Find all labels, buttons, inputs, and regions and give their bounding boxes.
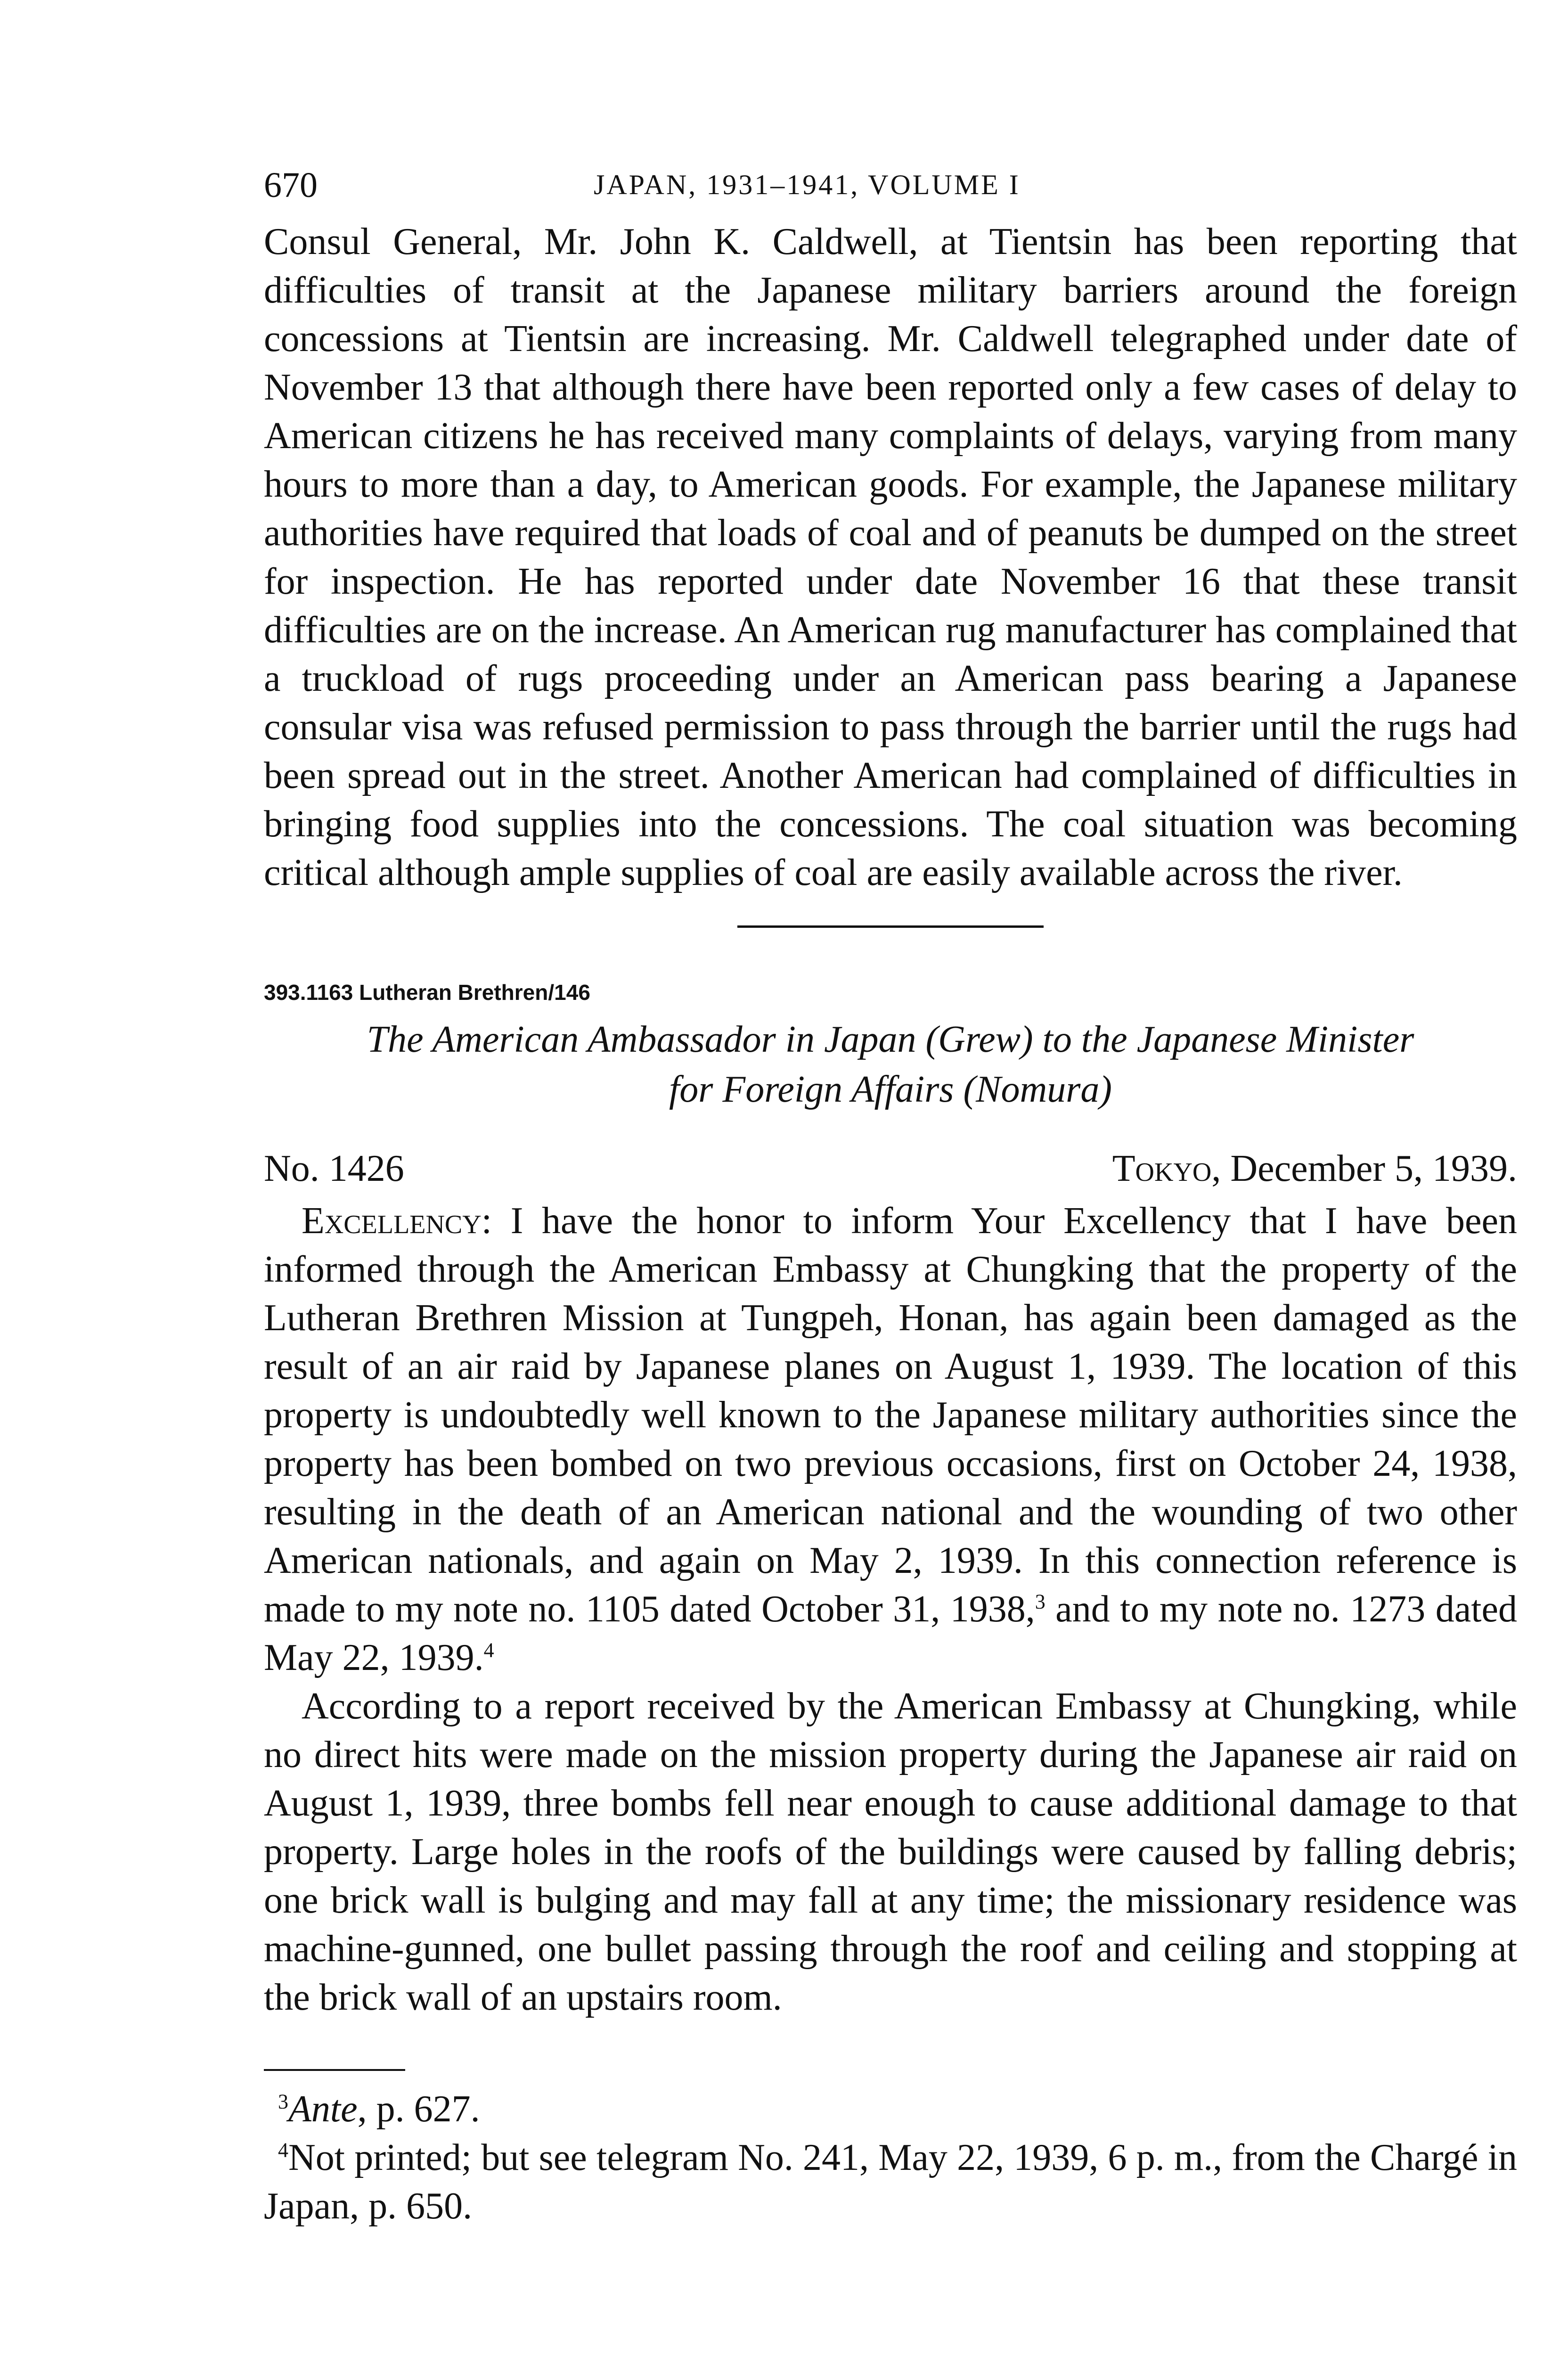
intro-paragraph: Consul General, Mr. John K. Caldwell, at Tientsin has been reporting that difficulties of transit at the Japanese military barriers around the foreign concessions at Tientsin are increasing. Mr. Caldwell telegraphed under date of November 13 that although there have been reported only a few cases of delay to American citizens he has received many complaints of delays, varying from many hours to more than a day, to American goods. For example, the Japanese military authorities have required that loads of coal and of peanuts be dumped on the street for inspection. He has reported under date November 16 that these transit difficulties are on the increase. An American rug manufacturer has complained that a truckload of rugs proceeding under an American pass bearing a Japanese consular visa was refused permission to pass through the barrier until the rugs had been spread out in the street. Another American had complained of difficulties in bringing food supplies into the concessions. The coal situation was becoming critical although ample supplies of coal are easily available across the river. [264,221,1517,893]
footnote-4 [264,2134,1517,2231]
place: Tokyo [1112,1148,1212,1189]
date: , December 5, 1939. [1211,1148,1517,1189]
footnote-ref-3: 3 [1035,1590,1045,1613]
running-title: JAPAN, 1931–1941, VOLUME I [594,169,1021,200]
footnote-ref: Ante [288,2088,358,2130]
footnote-marker: 4 [278,2138,288,2162]
footnote-text: , p. 627. [357,2088,480,2130]
letter-paragraph-1 [264,1197,1517,1682]
page-number: 670 [264,165,318,205]
place-date [1112,1147,1517,1190]
running-header [264,165,1517,217]
footnote-text: Not printed; but see telegram No. 241, May 22, 1939, 6 p. m., from the Chargé in Japan, p. 650. [264,2137,1517,2227]
section-divider [737,925,1044,928]
document-heading-line2: for Foreign Affairs (Nomura) [669,1069,1112,1110]
letter-paragraph-2: According to a report received by the American Embassy at Chungking, while no direct hits were made on the mission property during the Japanese air raid on August 1, 1939, three bombs fell near enough to cause additional damage to that property. Large holes in the roofs of the buildings were caused by falling debris; one brick wall is bulging and may fall at any time; the missionary residence was machine-gunned, one bullet passing through the roof and ceiling and stopping at the brick wall of an upstairs room. [264,1685,1517,2018]
footnote-divider [264,2069,405,2071]
file-number: 393.1163 Lutheran Brethren/146 [264,980,590,1005]
paragraph-1-text-end: and to my note no. 1273 dated May 22, 1939. [264,1588,1518,1678]
salutation: Excellency [302,1200,482,1242]
footnote-ref-4: 4 [483,1638,494,1662]
document-page [264,165,1517,2231]
salutation-separator: : [481,1200,511,1242]
paragraph-1-text: I have the honor to inform Your Excellency that I have been informed through the American Embassy at Chungking that the property of the Lutheran Brethren Mission at Tungpeh, Honan, has again been damaged as the result of an air raid by Japanese planes on August 1, 1939. The location of this property is undoubtedly well known to the Japanese military authorities since the property has been bombed on two previous occasions, first on October 24, 1938, resulting in the death of an American national and the wounding of two other American nationals, and again on May 2, 1939. In this connection reference is made to my note no. 1105 dated October 31, 1938, [264,1200,1517,1630]
footnote-3 [264,2085,1517,2134]
dateline [264,1147,1517,1197]
footnotes [264,2085,1517,2231]
document-heading [264,1014,1517,1114]
footnote-marker: 3 [278,2090,288,2113]
note-number: No. 1426 [264,1148,404,1189]
document-heading-line1: The American Ambassador in Japan (Grew) to the Japanese Minister [367,1019,1414,1060]
